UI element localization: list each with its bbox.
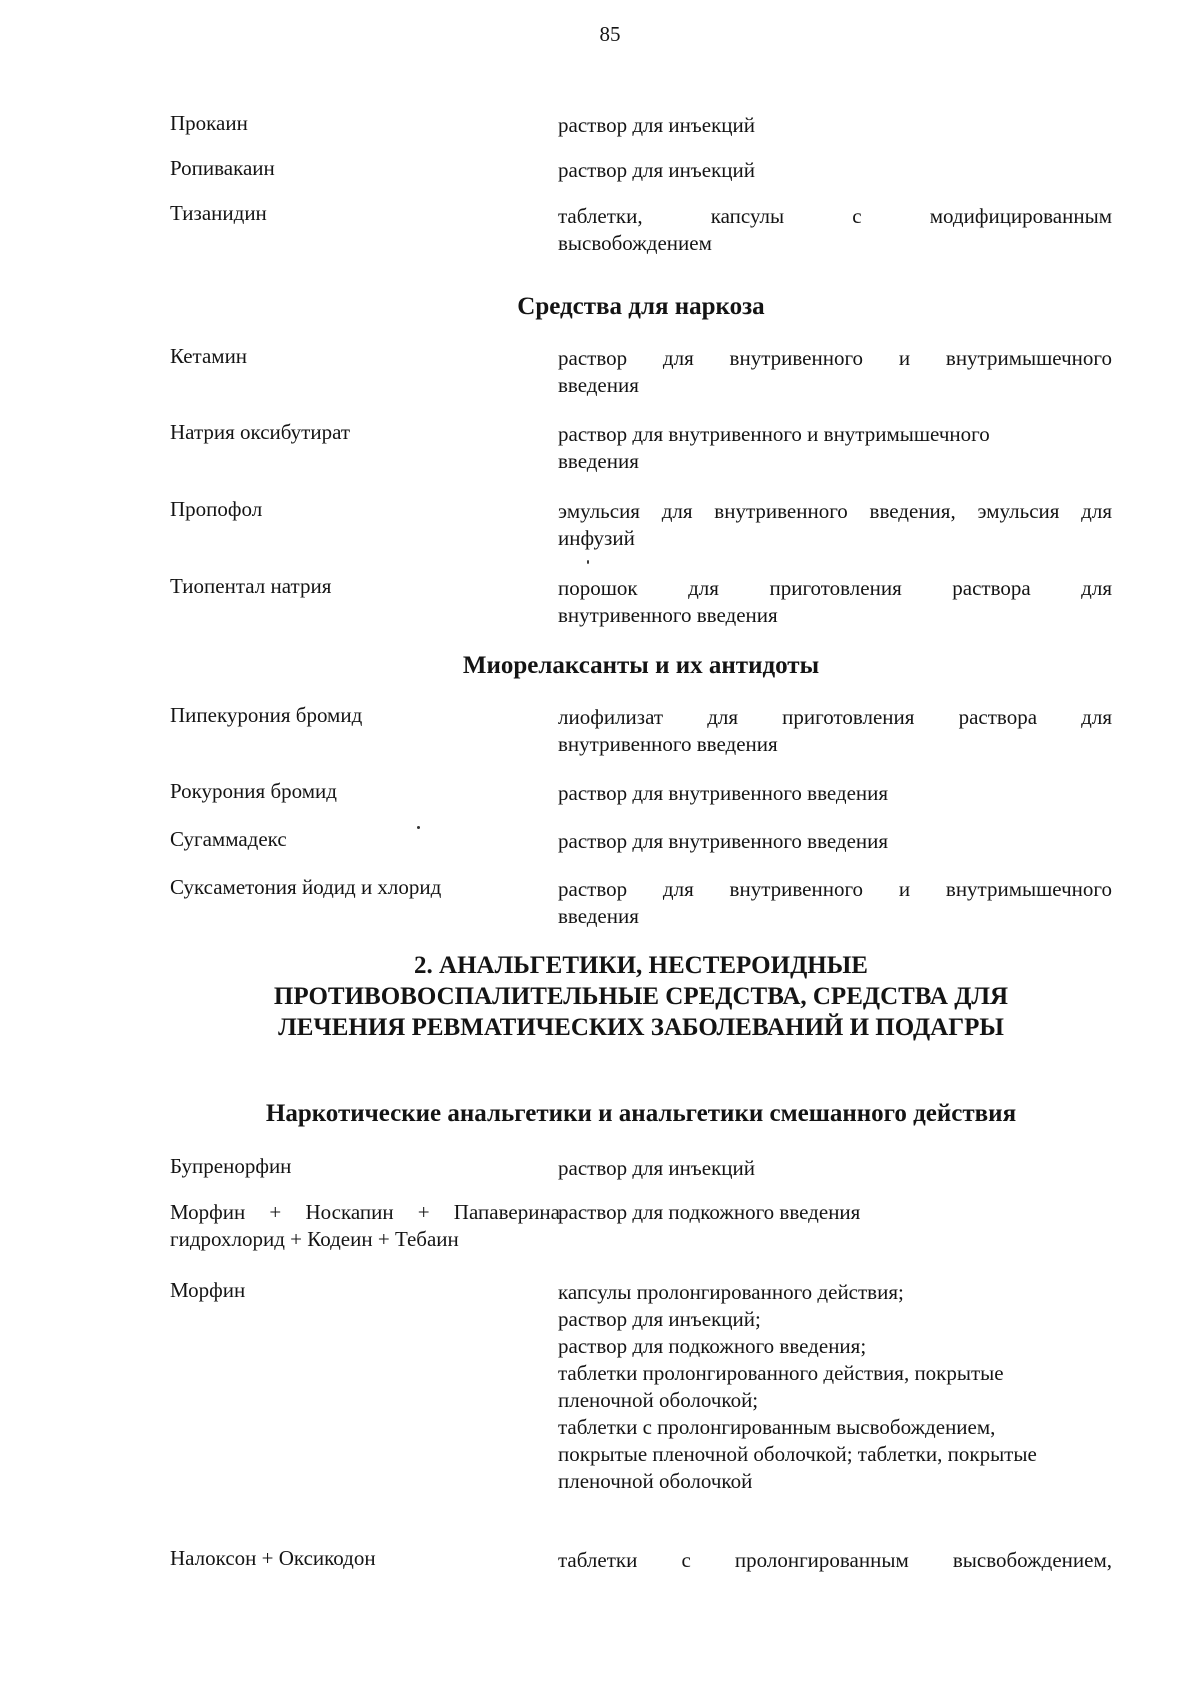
dosage-form-line: таблетки с пролонгированным высвобождением, [558,1415,996,1439]
dosage-form-line: капсулы пролонгированного действия; [558,1280,904,1304]
section-title-line: 2. АНАЛЬГЕТИКИ, НЕСТЕРОИДНЫЕ [414,952,868,979]
drug-name: Сугаммадекс [170,827,287,851]
drug-name: Натрия оксибутират [170,420,351,444]
dosage-form-line: раствор для внутривенного и внутримышечного [558,422,990,446]
drug-name-line: Морфин + Носкапин + Папаверина [170,1200,560,1224]
dosage-form [558,1155,1112,1182]
drug-name: Суксаметония йодид и хлорид [170,875,442,899]
dosage-form [558,704,1112,758]
dosage-form-line: лиофилизат для приготовления раствора для [558,705,1112,729]
dosage-form-line: внутривенного введения [558,603,778,627]
dosage-form-line: пленочной оболочкой [558,1469,753,1493]
dosage-form-line: раствор для подкожного введения; [558,1334,867,1358]
dosage-form-line: порошок для приготовления раствора для [558,576,1112,600]
dosage-form-line: таблетки с пролонгированным высвобождением, [558,1548,1112,1572]
dosage-form [558,345,1112,399]
dosage-form [558,876,1112,930]
drug-name: Пропофол [170,497,263,521]
dosage-form-line: покрытые пленочной оболочкой; таблетки, покрытые [558,1442,1037,1466]
dosage-form-line: введения [558,449,639,473]
drug-name [170,1545,550,1572]
drug-name: Пипекурония бромид [170,703,363,727]
drug-name-line: Морфин [170,1278,246,1302]
drug-name-line: Налоксон + Оксикодон [170,1546,376,1570]
dosage-form [558,112,1112,139]
dosage-form-line: высвобождением [558,231,712,255]
dosage-form [558,1547,1112,1574]
dosage-form-line: таблетки, капсулы с модифицированным [558,204,1112,228]
drug-name [170,1153,550,1180]
dosage-form [558,421,1112,475]
section-title-line: ПРОТИВОВОСПАЛИТЕЛЬНЫЕ СРЕДСТВА, СРЕДСТВА ДЛЯ [273,983,1009,1010]
dosage-form-line: введения [558,373,639,397]
group-heading: Наркотические анальгетики и анальгетики смешанного действия [265,1100,1017,1127]
drug-name: Кетамин [170,344,248,368]
dosage-form-line: раствор для инъекций [558,158,755,182]
dosage-form [558,1279,1118,1495]
dosage-form-line: пленочной оболочкой; [558,1388,759,1412]
drug-name [170,1277,550,1304]
dosage-form-line: раствор для инъекций; [558,1307,761,1331]
dosage-form [558,828,1112,855]
dosage-form-line: раствор для инъекций [558,113,755,137]
drug-name: Тизанидин [170,201,267,225]
dosage-form [558,203,1112,257]
drug-name-line: Бупренорфин [170,1154,292,1178]
section-title [170,950,1112,1043]
dosage-form [558,157,1112,184]
drug-name: Ропивакаин [170,156,275,180]
section-title-line: ЛЕЧЕНИЯ РЕВМАТИЧЕСКИХ ЗАБОЛЕВАНИЙ И ПОДАГРЫ [278,1014,1004,1041]
dosage-form-line: таблетки пролонгированного действия, покрытые [558,1361,1004,1385]
dosage-form [558,780,1112,807]
dosage-form-line: введения [558,904,639,928]
group-heading: Миорелаксанты и их антидоты [462,652,820,679]
dosage-form-line: инфузий [558,526,635,550]
scan-speck [417,826,420,829]
dosage-form-line: раствор для внутривенного введения [558,829,889,853]
dosage-form-line: эмульсия для внутривенного введения, эмульсия для [558,499,1112,523]
drug-name: Тиопентал натрия [170,574,332,598]
dosage-form-line: внутривенного введения [558,732,778,756]
scan-speck [587,560,589,564]
drug-name-line: гидрохлорид + Кодеин + Тебаин [170,1227,459,1251]
group-heading: Средства для наркоза [517,293,765,320]
dosage-form-line: раствор для подкожного введения [558,1200,861,1224]
drug-name [170,1199,560,1253]
dosage-form [558,498,1112,552]
drug-name: Прокаин [170,111,248,135]
dosage-form-line: раствор для инъекций [558,1156,755,1180]
dosage-form-line: раствор для внутривенного введения [558,781,889,805]
dosage-form-line: раствор для внутривенного и внутримышечного [558,346,1112,370]
dosage-form-line: раствор для внутривенного и внутримышечного [558,877,1112,901]
dosage-form [558,575,1112,629]
drug-name: Рокурония бромид [170,779,337,803]
page-number: 85 [599,22,621,46]
dosage-form [558,1199,1112,1226]
